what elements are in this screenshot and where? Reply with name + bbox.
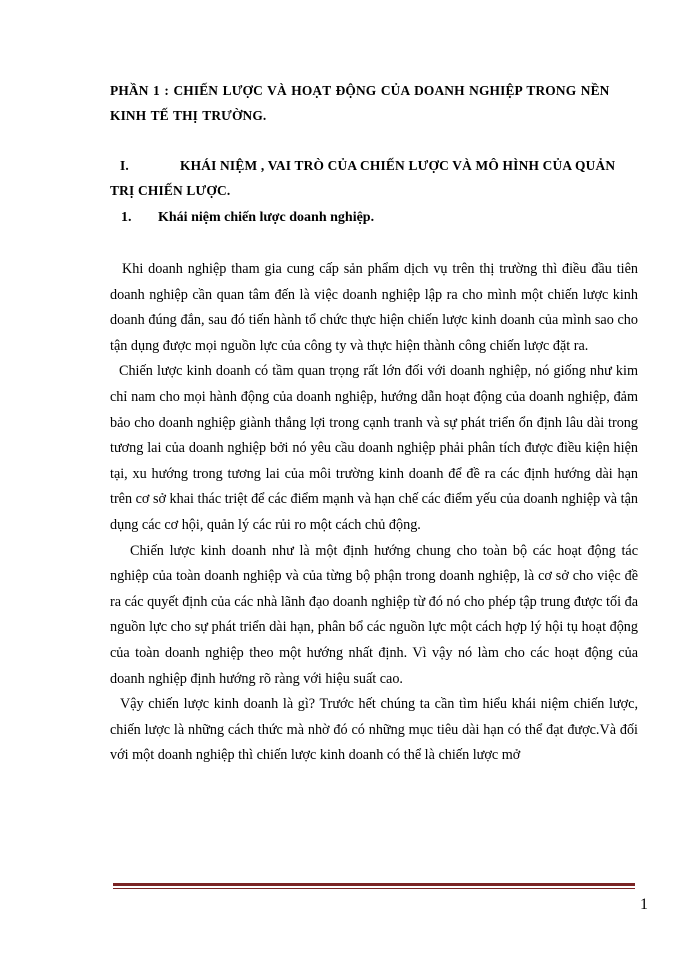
body-text [110,257,638,769]
paragraph-2: Chiến lược kinh doanh có tầm quan trọng rất lớn đối với doanh nghiệp, nó giống như kim chỉ nam cho mọi hành động của doanh nghiệp, hướng dẫn hoạt động của doanh nghiệp, đảm bảo cho doanh nghiệp giành thắng lợi trong cạnh tranh và sự phát triển ổn định lâu dài trong tương lai của doanh nghiệp bởi nó yêu cầu doanh nghiệp phải phân tích được điều kiện hiện tại, xu hướng trong tương lai của môi trường kinh doanh để đề ra các định hướng dài hạn trên cơ sở khai thác triệt để các điểm mạnh và hạn chế các điểm yếu của doanh nghiệp và tận dụng các cơ hội, quản lý các rủi ro một cách chủ động. [110,363,638,533]
page-number: 1 [640,896,648,913]
section-title: KHÁI NIỆM , VAI TRÒ CỦA CHIẾN LƯỢC VÀ MÔ HÌNH CỦA QUẢN TRỊ CHIẾN LƯỢC. [110,158,616,198]
subsection-number: 1. [121,210,132,225]
paragraph-4: Vậy chiến lược kinh doanh là gì? Trước hết chúng ta cần tìm hiểu khái niệm chiến lược, chiến lược là những cách thức mà nhờ đó có những mục tiêu dài hạn có thể đạt được.Và đối với một doanh nghiệp thì chiến lược kinh doanh có thể là chiến lược mở [110,696,638,764]
footer-divider [113,883,635,889]
section-heading [110,153,638,203]
subsection-heading [110,207,374,229]
part-title: PHẦN 1 : CHIẾN LƯỢC VÀ HOẠT ĐỘNG CỦA DOANH NGHIỆP TRONG NỀN KINH TẾ THỊ TRƯỜNG. [110,83,610,123]
subsection-title: Khái niệm chiến lược doanh nghiệp. [158,210,375,225]
paragraph-1: Khi doanh nghiệp tham gia cung cấp sản phẩm dịch vụ trên thị trường thì điều đầu tiên doanh nghiệp cần quan tâm đến là việc doanh nghiệp lập ra cho mình một chiến lược kinh doanh đúng đắn, sau đó tiến hành tổ chức thực hiện chiến lược kinh doanh của mình sao cho tận dụng được mọi nguồn lực của công ty và thực hiện thành công chiến lược đặt ra. [110,261,638,354]
paragraph-3: Chiến lược kinh doanh như là một định hướng chung cho toàn bộ các hoạt động tác nghiệp của toàn doanh nghiệp và của từng bộ phận trong doanh nghiệp, là cơ sở cho việc đề ra các quyết định của các nhà lãnh đạo doanh nghiệp từ đó nó cho phép tập trung được tối đa nguồn lực cho sự phát triển dài hạn, phân bổ các nguồn lực một cách hợp lý hội tụ hoạt động của toàn doanh nghiệp theo một hướng nhất định. Vì vậy nó làm cho các hoạt động của doanh nghiệp định hướng rõ ràng với hiệu suất cao. [110,542,638,687]
section-number: I. [120,158,129,173]
